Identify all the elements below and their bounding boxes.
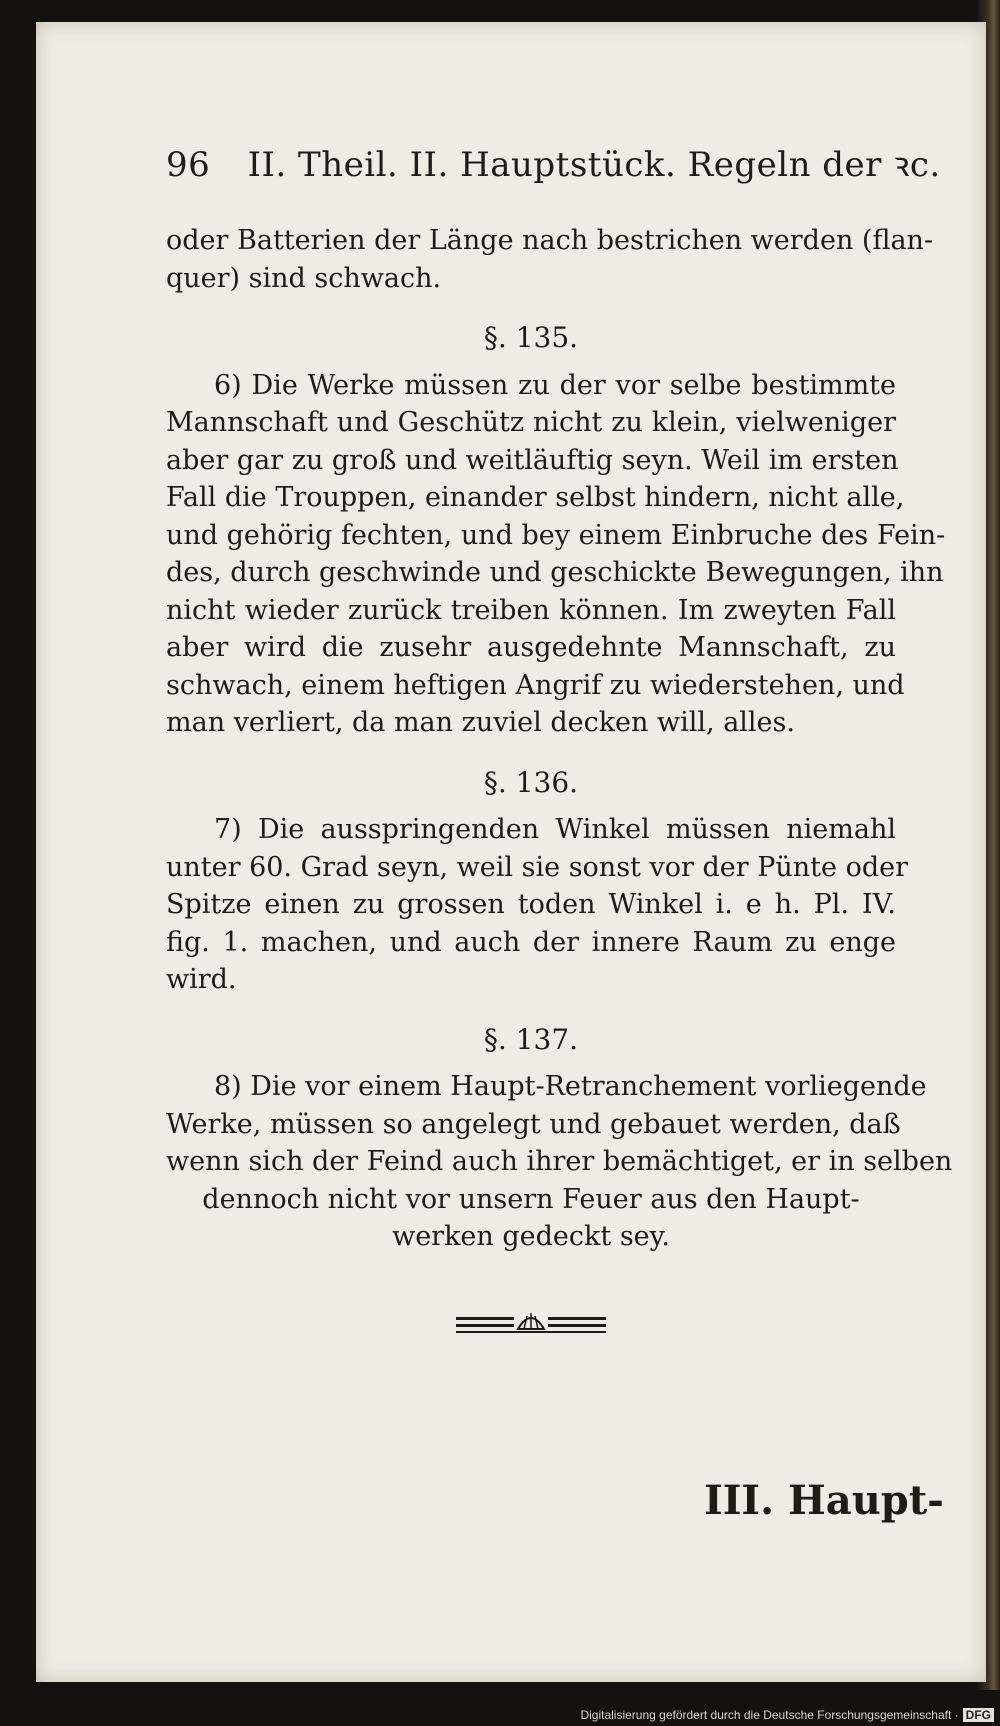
- text-line: 7) Die ausspringenden Winkel müssen niemahl: [214, 814, 896, 845]
- text-line: 8) Die vor einem Haupt-Retranchement vorliegende: [214, 1071, 927, 1102]
- section-heading: §. 135.: [483, 321, 579, 354]
- text-line: dennoch nicht vor unsern Feuer aus den Haupt-: [202, 1183, 860, 1215]
- text-line: fig. 1. machen, und auch der innere Raum zu enge: [166, 926, 896, 958]
- text-line: wird.: [166, 964, 237, 995]
- text-line: aber gar zu groß und weitläuftig seyn. Weil im ersten: [166, 444, 899, 476]
- text-line: schwach, einem heftigen Angrif zu wiederstehen, und: [166, 669, 905, 701]
- text-line: man verliert, da man zuviel decken will, alles.: [166, 707, 795, 738]
- running-title: II. Theil. II. Hauptstück. Regeln der ꝛc.: [247, 145, 941, 185]
- text-line: quer) sind schwach.: [166, 262, 442, 294]
- page-body: [166, 222, 953, 1256]
- page-number: 96: [166, 145, 211, 185]
- text-line: des, durch geschwinde und geschickte Bewegungen, ihn: [166, 557, 944, 588]
- text-line: unter 60. Grad seyn, weil sie sonst vor der Pünte oder: [166, 851, 909, 883]
- text-line: Mannschaft und Geschütz nicht zu klein, vielweniger: [166, 407, 896, 438]
- dfg-logo: DFG: [963, 1708, 994, 1722]
- text-line: Spitze einen zu grossen toden Winkel i. e h. Pl. IV.: [166, 889, 896, 920]
- book-page: [36, 22, 986, 1682]
- credit-text: Digitalisierung gefördert durch die Deutsche Forschungsgemeinschaft ·: [580, 1708, 959, 1722]
- digitization-credit: [580, 1708, 994, 1722]
- running-header: [166, 140, 941, 186]
- text-line: nicht wieder zurück treiben können. Im zweyten Fall: [166, 594, 896, 626]
- catchword: III. Haupt-: [704, 1477, 944, 1524]
- text-line: oder Batterien der Länge nach bestrichen werden (flan-: [166, 225, 934, 256]
- ornament-divider: [456, 1307, 606, 1339]
- text-line: Fall die Trouppen, einander selbst hindern, nicht alle,: [166, 482, 905, 513]
- text-line: und gehörig fechten, und bey einem Einbruche des Fein-: [166, 519, 946, 551]
- text-line: wenn sich der Feind auch ihrer bemächtiget, er in selben: [166, 1146, 953, 1177]
- text-line: werken gedeckt sey.: [392, 1221, 670, 1252]
- text-line: Werke, müssen so angelegt und gebauet werden, daß: [166, 1108, 901, 1140]
- section-heading: §. 136.: [483, 765, 579, 799]
- text-line: aber wird die zusehr ausgedehnte Mannschaft, zu: [166, 632, 896, 663]
- section-heading: §. 137.: [483, 1022, 579, 1056]
- text-line: 6) Die Werke müssen zu der vor selbe bestimmte: [214, 369, 896, 401]
